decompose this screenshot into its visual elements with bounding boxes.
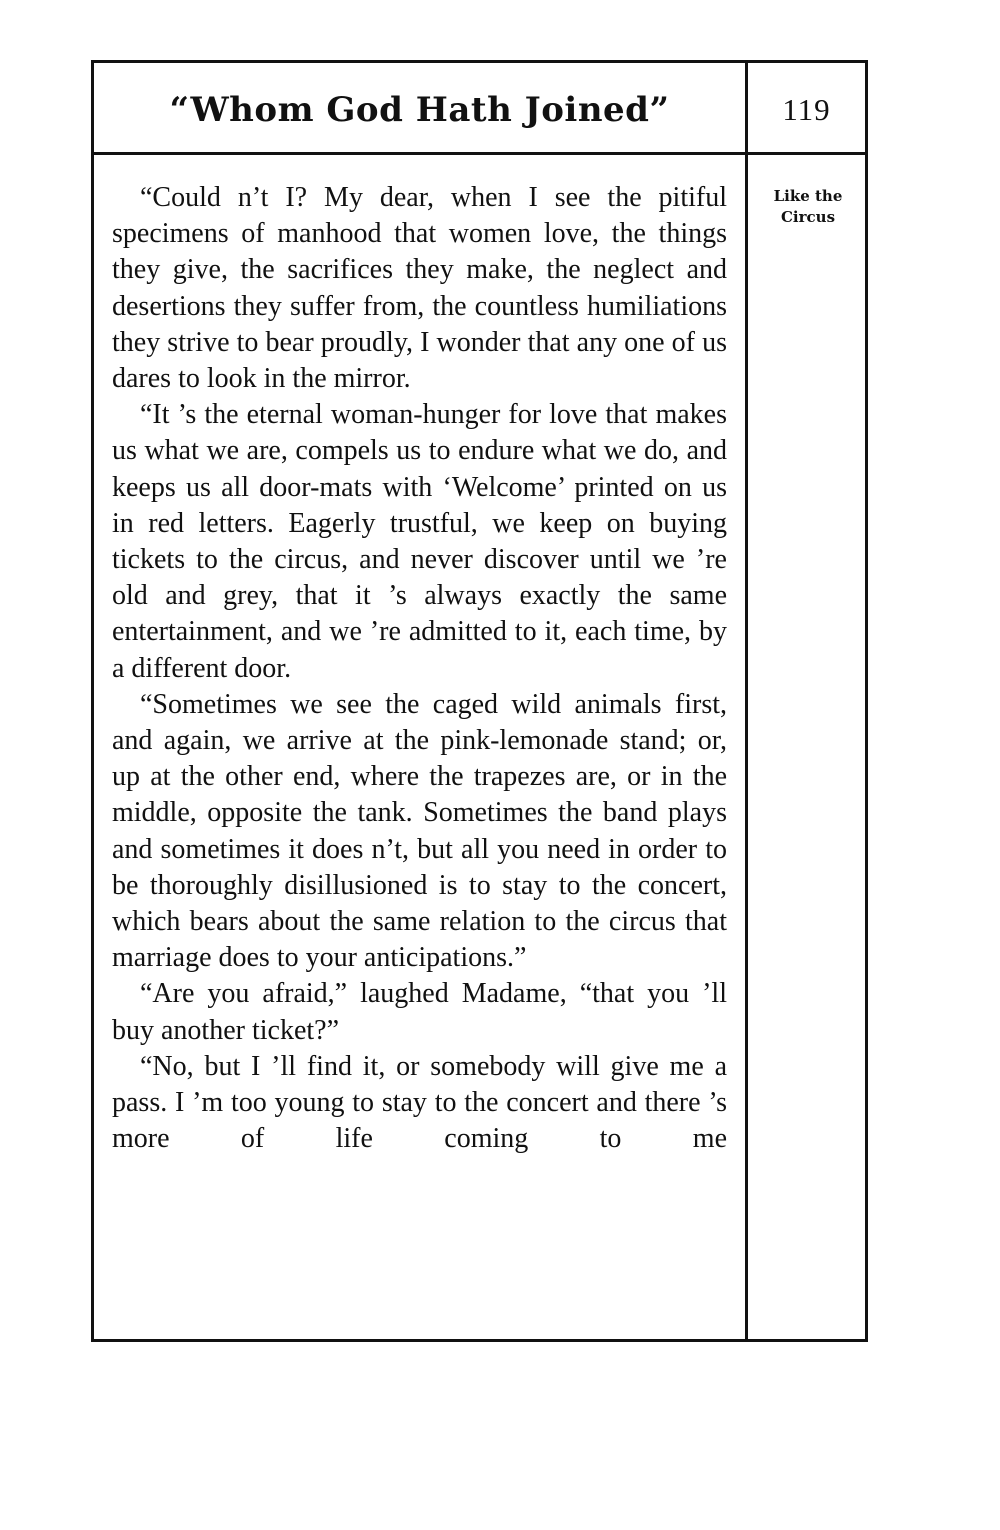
margin-note [752,186,864,228]
body-text [112,180,727,1157]
running-head-title: “Whom God Hath Joined” [169,90,670,130]
paragraph: “Sometimes we see the caged wild animals first, and again, we arrive at the pink-lemonade stand; or, up at the other end, where the trapezes are, or in the middle, opposite the tank. Sometimes the band plays and sometimes it does n’t, but all you need in order to be thoroughly disillusioned is to stay to the concert, which bears about the same relation to the circus that marriage does to your anticipations.” [112,688,727,974]
paragraph: “It ’s the eternal woman-hunger for love that makes us what we are, compels us to endure what we do, and keeps us all door-mats with ‘Welcome’ printed on us in red letters. Eagerly trustful, we keep on buying tickets to the circus, and never discover until we ’re old and grey, that it ’s always exactly the same entertainment, and we ’re admitted to it, each time, by a different door. [112,399,727,684]
margin-note-line: Circus [780,208,836,226]
header-rule [91,152,868,155]
margin-note-line: Like the [773,187,843,205]
page-number: 119 [782,92,831,127]
margin-column-divider [745,60,748,1342]
paragraph: “Are you afraid,” laughed Madame, “that you ’ll buy another ticket?” [112,978,727,1046]
paragraph: “Could n’t I? My dear, when I see the pitiful specimens of manhood that women love, the things they give, the sacrifices they make, the neglect and desertions they suffer from, the countless humiliations they strive to bear proudly, I wonder that any one of us dares to look in the mirror. [112,182,727,395]
paragraph: “No, but I ’ll find it, or somebody will give me a pass. I ’m too young to stay to the concert and there ’s more of life coming to me [112,1050,727,1155]
